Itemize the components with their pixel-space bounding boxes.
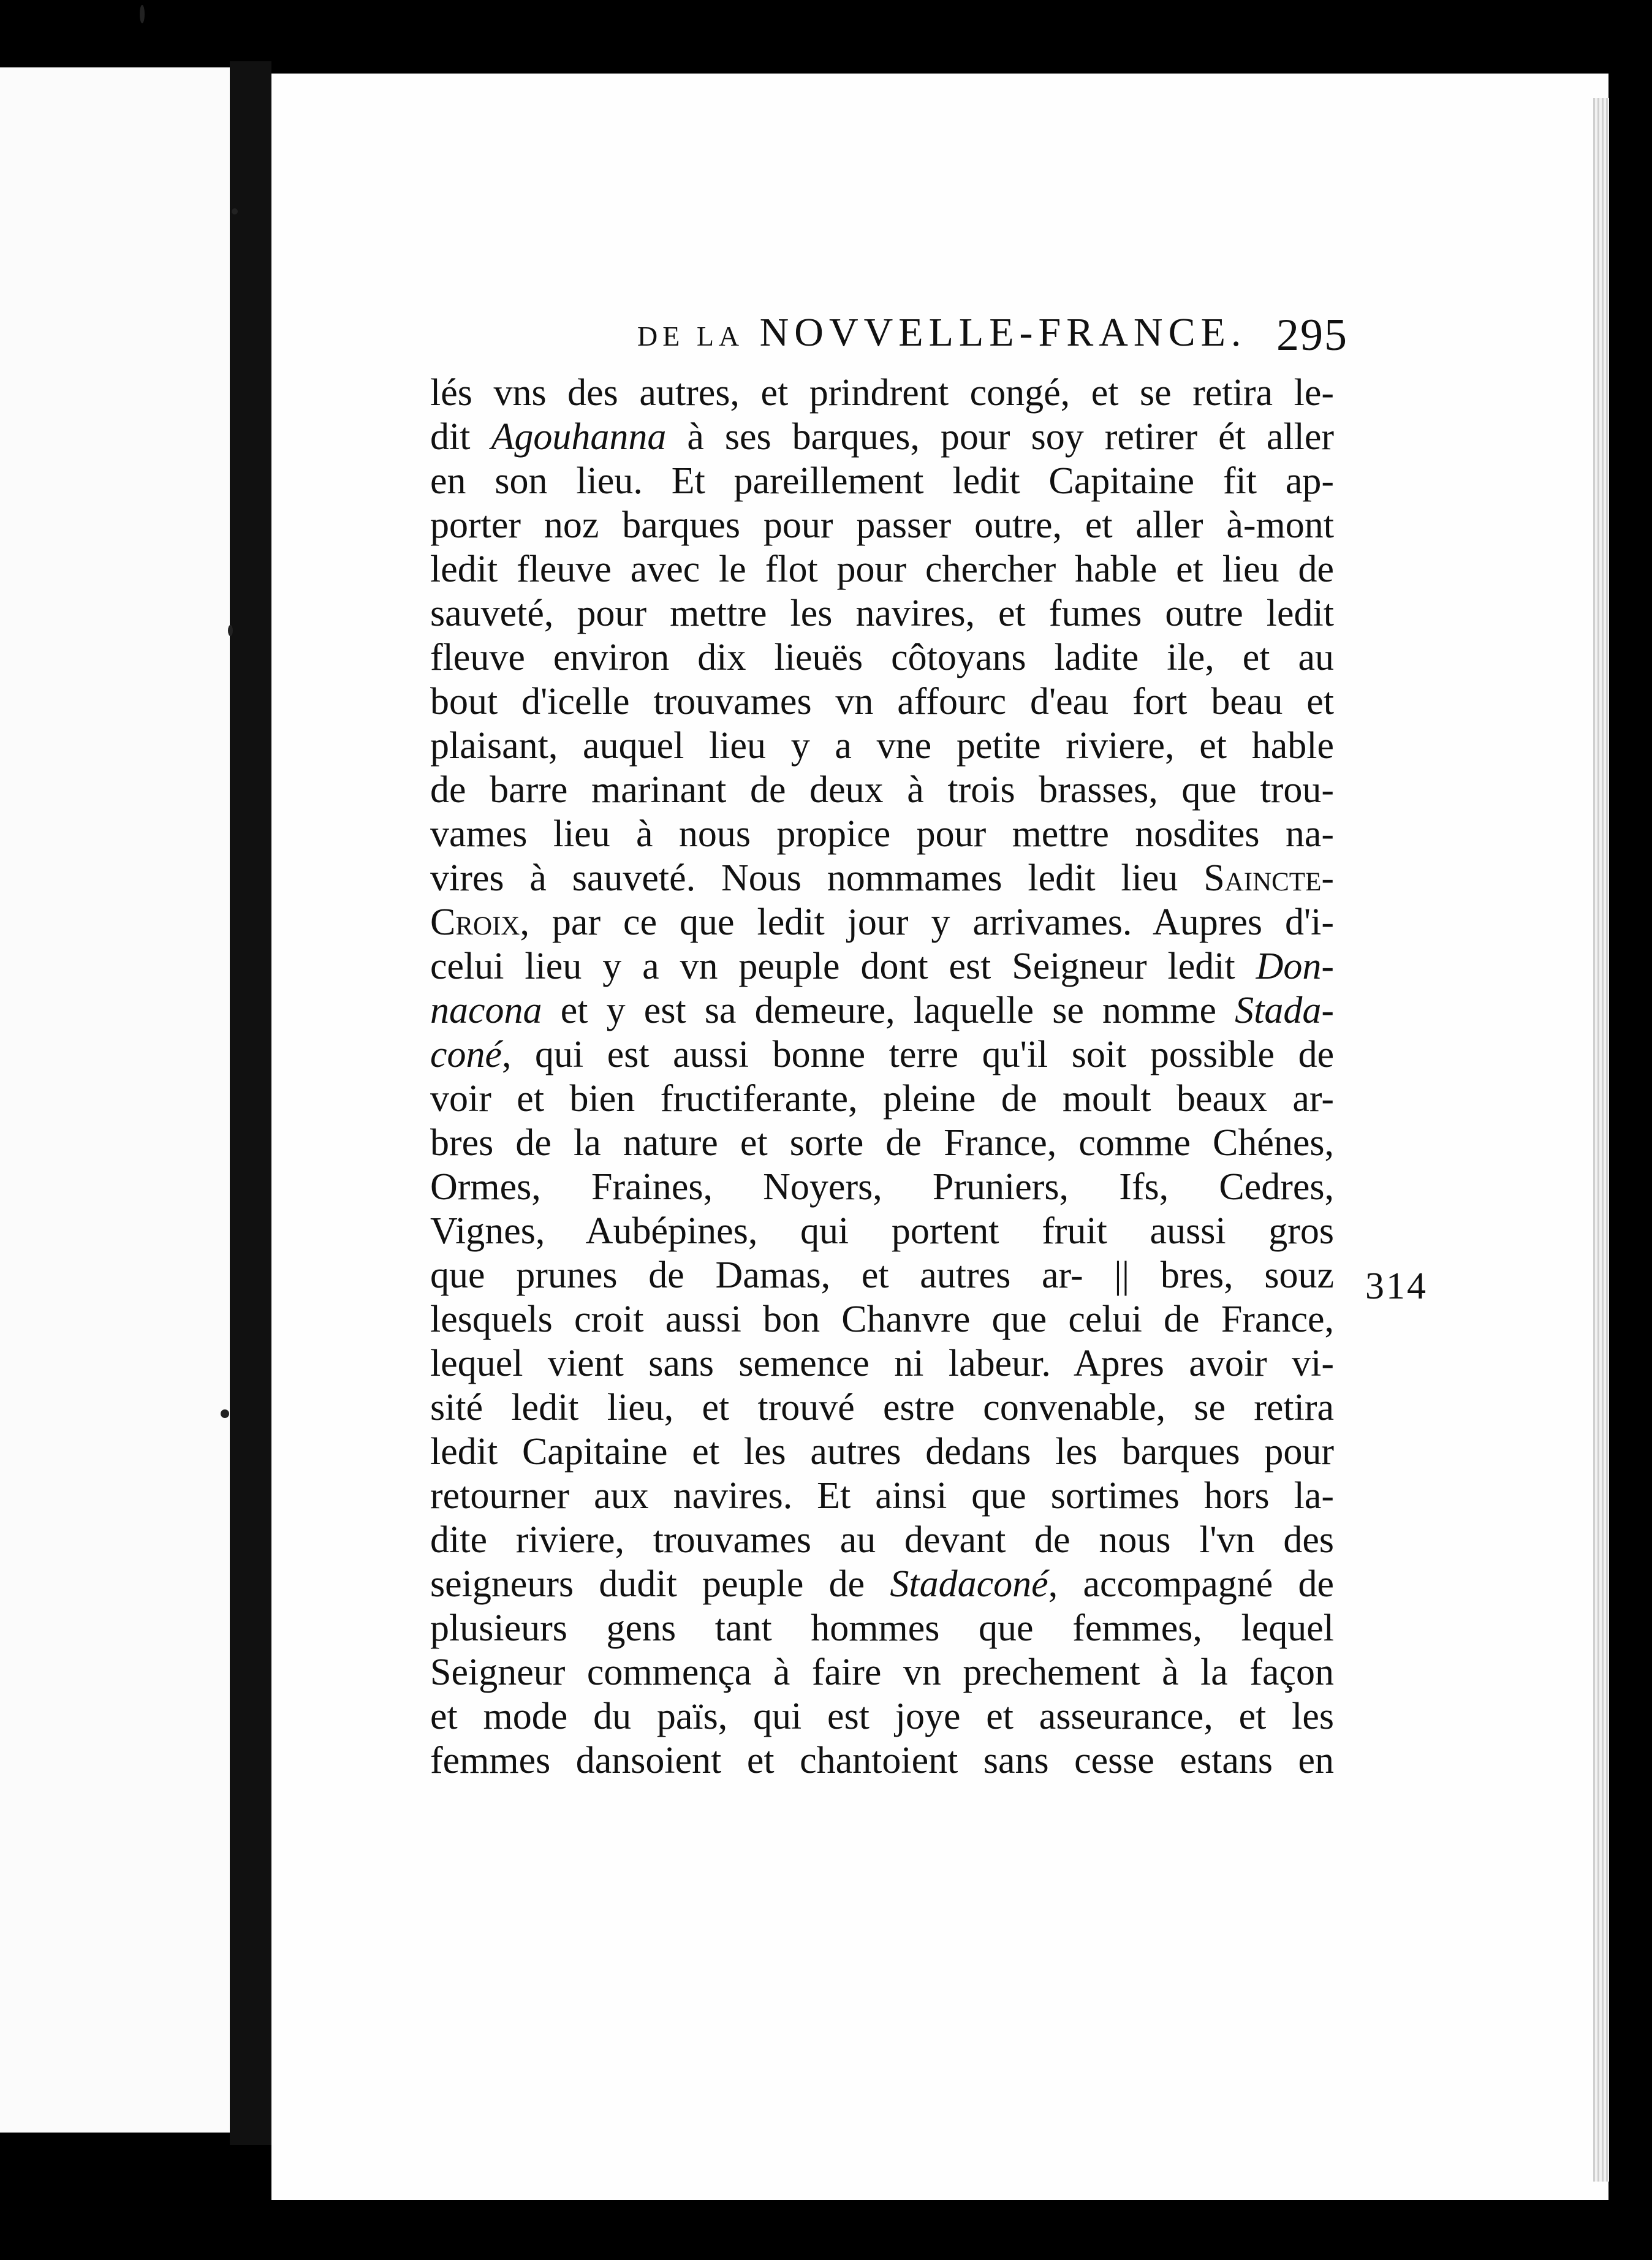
text-line-2: dit Agouhanna à ses barques, pour soy retirer ét aller [430,416,1334,458]
margin-page-reference: 314 [1365,1265,1428,1307]
text-line-13: Croix, par ce que ledit jour y arrivames. Aupres d'i- [430,901,1335,943]
running-head-title [637,309,1246,356]
text-line-6: sauveté, pour mettre les navires, et fumes outre ledit [430,593,1334,634]
page-edge [1593,98,1609,2182]
text-line-22: lesquels croit aussi bon Chanvre que celui de France, [430,1299,1334,1340]
book-gutter [230,61,271,2145]
text-line-32: femmes dansoient et chantoient sans cesse estans en [430,1740,1334,1781]
text-line-14: celui lieu y a vn peuple dont est Seigneur ledit Don- [430,946,1334,987]
body-text [430,371,1334,1783]
text-line-15: nacona et y est sa demeure, laquelle se nomme Stada- [430,990,1335,1031]
text-line-30: Seigneur commença à faire vn prechement à la façon [430,1651,1334,1693]
text-line-24: sité ledit lieu, et trouvé estre convenable, se retira [430,1387,1334,1428]
scan-speck [228,625,233,636]
text-line-12: vires à sauveté. Nous nommames ledit lieu Saincte- [430,857,1334,899]
left-page-edge [0,67,230,2133]
text-line-18: bres de la nature et sorte de France, comme Chénes, [430,1122,1334,1164]
text-line-9: plaisant, auquel lieu y a vne petite riviere, et hable [430,725,1334,767]
scan-speck [232,208,238,214]
text-line-20: Vignes, Aubépines, qui portent fruit aussi gros [430,1210,1334,1252]
text-line-31: et mode du païs, qui est joye et asseurance, et les [430,1696,1334,1737]
running-head-de-la: DE LA [637,320,745,352]
text-line-16: coné, qui est aussi bonne terre qu'il soit possible de [430,1034,1335,1075]
text-line-21: que prunes de Damas, et autres ar- || bres, souz [430,1254,1334,1296]
text-line-10: de barre marinant de deux à trois brasses, que trou- [430,769,1334,811]
text-line-4: porter noz barques pour passer outre, et aller à-mont [430,504,1334,546]
text-line-5: ledit fleuve avec le flot pour chercher hable et lieu de [430,548,1334,590]
text-line-25: ledit Capitaine et les autres dedans les barques pour [430,1431,1334,1473]
text-line-3: en son lieu. Et pareillement ledit Capitaine fit ap- [430,460,1334,502]
text-line-8: bout d'icelle trouvames vn affourc d'eau fort beau et [430,681,1334,722]
text-line-23: lequel vient sans semence ni labeur. Apres avoir vi- [430,1343,1334,1384]
text-line-7: fleuve environ dix lieuës côtoyans ladite ile, et au [430,637,1334,678]
text-line-11: vames lieu à nous propice pour mettre nosdites na- [430,813,1334,855]
scan-speck [140,5,145,23]
text-line-28: seigneurs dudit peuple de Stadaconé, accompagné de [430,1563,1335,1605]
running-head-novvelle-france: NOVVELLE-FRANCE. [759,310,1247,355]
text-line-19: Ormes, Fraines, Noyers, Pruniers, Ifs, Cedres, [430,1166,1334,1208]
text-line-1: lés vns des autres, et prindrent congé, et se retira le- [430,372,1334,414]
scan-speck [221,1409,229,1418]
text-line-27: dite riviere, trouvames au devant de nous l'vn des [430,1519,1334,1561]
text-line-26: retourner aux navires. Et ainsi que sortimes hors la- [430,1475,1334,1517]
text-line-29: plusieurs gens tant hommes que femmes, lequel [430,1607,1334,1649]
text-line-17: voir et bien fructiferante, pleine de moult beaux ar- [430,1078,1334,1120]
running-head [637,309,1348,365]
page-number: 295 [1276,310,1348,360]
italic-name: Agouhanna [491,416,667,458]
